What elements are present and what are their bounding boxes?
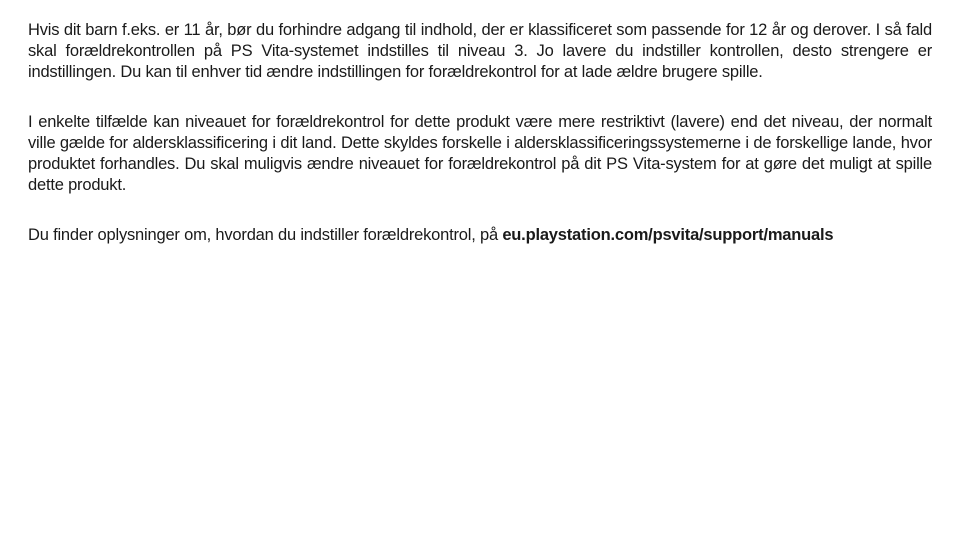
paragraph-age-example: Hvis dit barn f.eks. er 11 år, bør du forhindre adgang til indhold, der er klassificeret som passende for 12 år og derover. I så fald skal forældrekontrollen på PS Vita-systemet indstilles til niveau 3. Jo lavere du indstiller kontrollen, desto strengere er indstillingen. Du kan til enhver tid ændre indstillingen for forældrekontrol for at lade ældre brugere spille. (28, 21, 932, 81)
support-manuals-url: eu.playstation.com/psvita/support/manuals (502, 226, 834, 244)
support-info-text: Du finder oplysninger om, hvordan du indstiller forældrekontrol, på (28, 226, 503, 244)
paragraph-regional-rating-differences: I enkelte tilfælde kan niveauet for forældrekontrol for dette produkt være mere restriktivt (lavere) end det niveau, der normalt ville gælde for aldersklassificering i dit land. Dette skyldes forskelle i aldersklassificeringssystemerne i de forskellige lande, hvor produktet forhandles. Du skal muligvis ændre niveauet for forældrekontrol på dit PS Vita-system for at gøre det muligt at spille dette produkt. (28, 113, 932, 194)
paragraph-support-info (28, 225, 932, 246)
